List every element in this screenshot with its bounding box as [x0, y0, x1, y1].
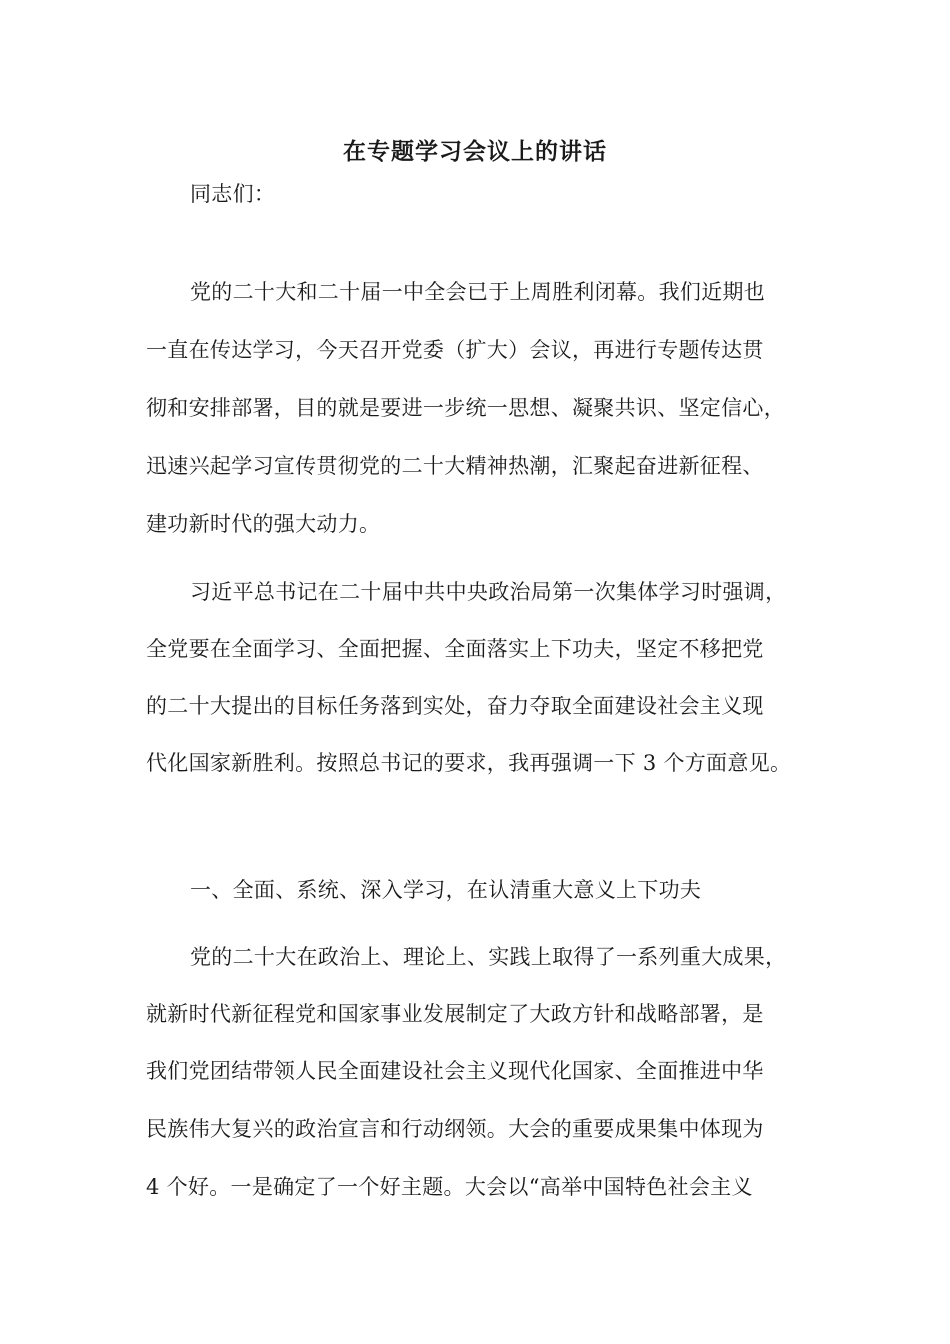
- paragraph-line: 党的二十大在政治上、理论上、实践上取得了一系列重大成果，: [190, 945, 787, 969]
- paragraph-line: 一直在传达学习，今天召开党委（扩大）会议，再进行专题传达贯: [146, 338, 764, 362]
- paragraph-line: 我们党团结带领人民全面建设社会主义现代化国家、全面推进中华: [146, 1059, 764, 1083]
- paragraph-line: 彻和安排部署，目的就是要进一步统一思想、凝聚共识、坚定信心，: [146, 396, 785, 420]
- paragraph-line: 迅速兴起学习宣传贯彻党的二十大精神热潮，汇聚起奋进新征程、: [146, 454, 764, 478]
- paragraph-line: 建功新时代的强大动力。: [146, 512, 381, 536]
- paragraph-line: 党的二十大和二十届一中全会已于上周胜利闭幕。我们近期也: [190, 280, 766, 304]
- salutation: 同志们：: [190, 182, 276, 206]
- paragraph-line: 4 个好。一是确定了一个好主题。大会以“高举中国特色社会主义: [146, 1175, 753, 1199]
- paragraph-line: 习近平总书记在二十届中共中央政治局第一次集体学习时强调，: [190, 580, 787, 604]
- paragraph-line: 的二十大提出的目标任务落到实处，奋力夺取全面建设社会主义现: [146, 694, 764, 718]
- paragraph-line: 代化国家新胜利。按照总书记的要求，我再强调一下 3 个方面意见。: [146, 751, 792, 775]
- section-heading: 一、全面、系统、深入学习，在认清重大意义上下功夫: [190, 878, 702, 902]
- paragraph-line: 民族伟大复兴的政治宣言和行动纲领。大会的重要成果集中体现为: [146, 1117, 764, 1141]
- document-title: 在专题学习会议上的讲话: [343, 138, 607, 165]
- paragraph-line: 就新时代新征程党和国家事业发展制定了大政方针和战略部署，是: [146, 1002, 764, 1026]
- paragraph-line: 全党要在全面学习、全面把握、全面落实上下功夫，坚定不移把党: [146, 637, 764, 661]
